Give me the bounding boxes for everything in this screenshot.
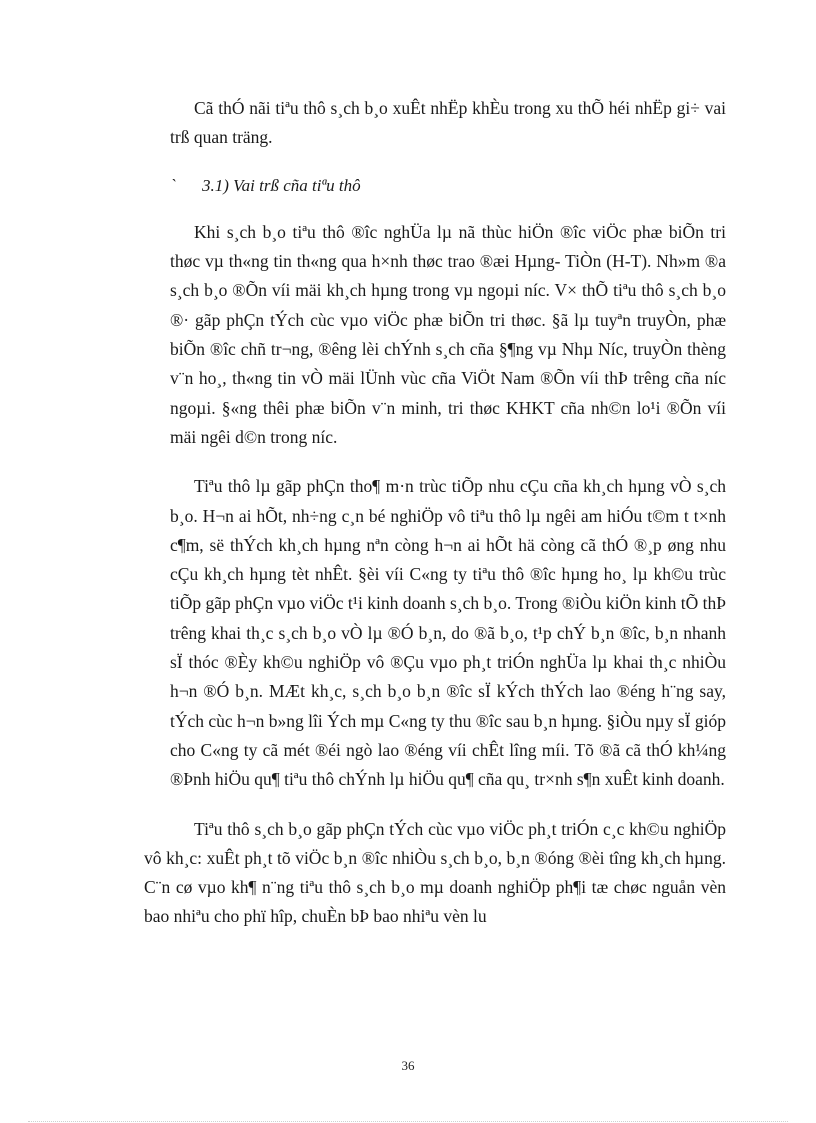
paragraph-3: Tiªu thô s¸ch b¸o gãp phÇn tÝch cùc vµo viÖc ph¸t triÓn c¸c kh©u nghiÖp vô kh¸c: xuÊt ph¸t tõ viÖc b¸n ®îc nhiÒu s¸ch b¸o, b¸n ®óng ®èi tîng kh¸ch hµng. C¨n cø vµo kh¶ n¨ng tiªu thô s¸ch b¸o mµ doanh nghiÖp ph¶i tæ chøc nguån vèn bao nhiªu cho phï hîp, chuÈn bÞ bao nhiªu vèn lu (144, 818, 726, 927)
section-heading-text: 3.1) Vai trß cña tiªu thô (202, 175, 361, 195)
page-bottom-divider (28, 1121, 788, 1122)
paragraph-1: Khi s¸ch b¸o tiªu thô ®îc nghÜa lµ nã thùc hiÖn ®îc viÖc phæ biÕn tri thøc vµ th«ng tin th«ng qua h×nh thøc trao ®æi Hµng- TiÒn (H-T). Nh»m ®a s¸ch b¸o ®Õn víi mäi kh¸ch hµng trong vµ ngoµi níc. V× thÕ tiªu thô s¸ch b¸o ®· gãp phÇn tÝch cùc vµo viÖc phæ biÕn tri thøc. §ã lµ tuyªn truyÒn, phæ biÕn ®îc chñ tr¬ng, ®êng lèi chÝnh s¸ch cña §¶ng vµ Nhµ Níc, truyÒn thèng v¨n ho¸, th«ng tin vÒ mäi lÜnh vùc cña ViÖt Nam ®Õn víi thÞ trêng cña níc ngoµi. §«ng thêi phæ biÕn v¨n minh, tri thøc KHKT cña nh©n lo¹i ®Õn víi mäi ngêi d©n trong níc. (170, 221, 726, 447)
document-body (144, 94, 727, 932)
section-heading (170, 171, 726, 200)
paragraph-2: Tiªu thô lµ gãp phÇn tho¶ m·n trùc tiÕp nhu cÇu cña kh¸ch hµng vÒ s¸ch b¸o. H¬n ai hÕt, nh÷ng c¸n bé nghiÖp vô tiªu thô lµ ngêi am hiÓu t©m t t×nh c¶m, së thÝch kh¸ch hµng nªn còng h¬n ai hÕt hä còng cã thÓ ®¸p øng nhu cÇu kh¸ch hµng tèt nhÊt. §èi víi C«ng ty tiªu thô ®îc hµng ho¸ lµ kh©u trùc tiÕp gãp phÇn vµo viÖc t¹i kinh doanh s¸ch b¸o. Trong ®iÒu kiÖn kinh tÕ thÞ trêng khai th¸c s¸ch b¸o vÒ lµ ®Ó b¸n, do ®ã b¸o, t¹p chÝ b¸n ®îc, b¸n nhanh sÏ thóc ®Èy kh©u nghiÖp vô ®Çu vµo ph¸t triÓn nghÜa lµ khai th¸c nhiÒu h¬n ®Ó b¸n. MÆt kh¸c, s¸ch b¸o b¸n ®îc sÏ kÝch thÝch lao ®éng h¨ng say, tÝch cùc h¬n b»ng lîi Ých mµ C«ng ty thu ®îc sau b¸n hµng. §iÒu nµy sÏ gióp cho C«ng ty cã mét ®éi ngò lao ®éng víi chÊt lîng míi. Tõ ®ã cã thÓ kh¼ng ®Þnh hiÖu qu¶ tiªu thô chÝnh lµ hiÖu qu¶ cña qu¸ tr×nh s¶n xuÊt kinh doanh. (170, 476, 727, 790)
section-marker: ` (170, 175, 176, 195)
page-number: 36 (401, 1058, 415, 1073)
paragraph-intro: Cã thÓ nãi tiªu thô s¸ch b¸o xuÊt nhËp khÈu trong xu thÕ héi nhËp gi÷ vai trß quan träng. (170, 98, 726, 148)
